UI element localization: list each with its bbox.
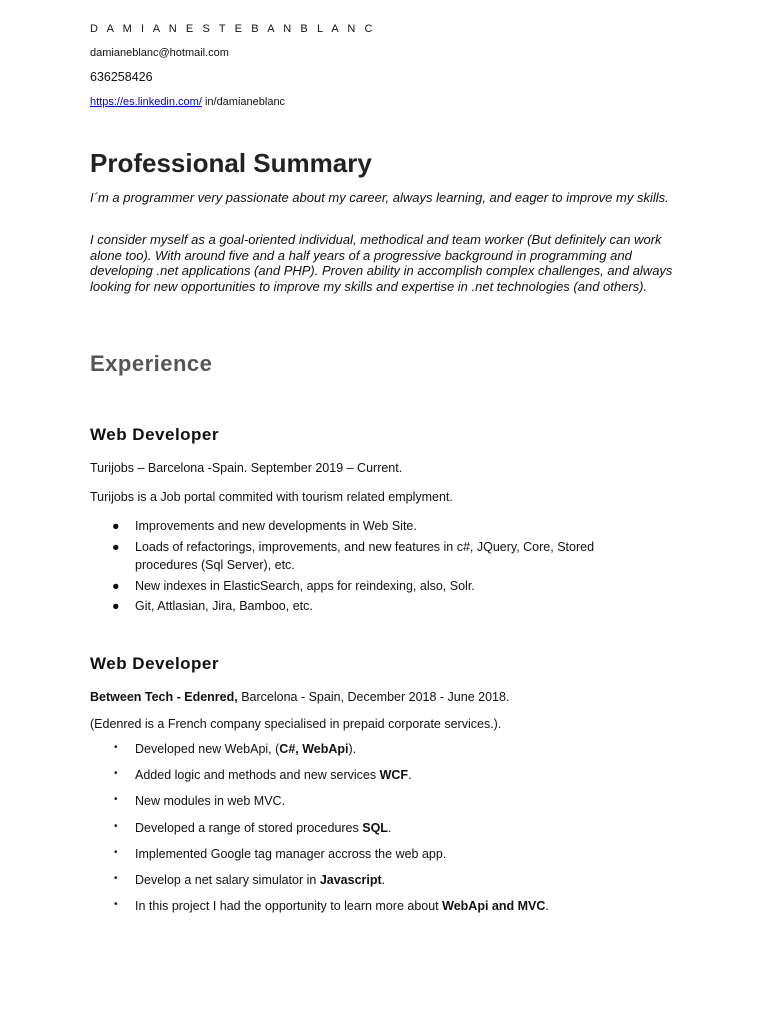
list-item: ● Git, Attlasian, Jira, Bamboo, etc.	[112, 597, 632, 616]
linkedin-link[interactable]: https://es.linkedin.com/	[90, 96, 202, 108]
job2-title: Web Developer	[90, 654, 220, 673]
summary-heading: Professional Summary	[90, 148, 372, 178]
list-item: ● Improvements and new developments in Web Site.	[112, 517, 632, 536]
job1-company-line: Turijobs – Barcelona -Spain. September 2019 – Current.	[90, 461, 403, 475]
job1-bullet-list	[112, 517, 632, 618]
email-address: damianeblanc@hotmail.com	[90, 47, 229, 59]
list-item: • Developed a range of stored procedures SQL.	[114, 820, 392, 835]
phone-number: 636258426	[90, 70, 153, 84]
job2-description: (Edenred is a French company specialised in prepaid corporate services.).	[90, 717, 502, 731]
list-item: • Develop a net salary simulator in Javascript.	[114, 872, 386, 887]
summary-paragraph-2: I consider myself as a goal-oriented individual, methodical and team worker (But definitely can work alone too). With around five and a half years of a progressive background in programming and developing .net applications (and PHP). Proven ability in accomplish complex challenges, and always looking for new opportunities to improve my skills and expertise in .net technologies (and others).	[90, 232, 673, 294]
list-item: ● Loads of refactorings, improvements, and new features in c#, JQuery, Core, Stored procedures (Sql Server), etc.	[112, 539, 595, 572]
list-item: • In this project I had the opportunity to learn more about WebApi and MVC.	[114, 899, 549, 914]
job2-bullet-list	[112, 742, 672, 925]
bullet-icon: •	[114, 872, 118, 884]
job2-company-line	[90, 690, 509, 704]
job2-company-name: Between Tech - Edenred,	[90, 690, 238, 704]
linkedin-handle: in/damianeblanc	[201, 96, 286, 108]
list-item: ● New indexes in ElasticSearch, apps for reindexing, also, Solr.	[112, 577, 632, 596]
job2-location-dates: Barcelona - Spain, December 2018 - June 2018.	[237, 690, 510, 704]
list-item: • Implemented Google tag manager accross the web app.	[114, 846, 447, 861]
bullet-icon: ●	[112, 578, 120, 593]
bullet-icon: •	[114, 899, 118, 911]
bullet-icon: •	[114, 820, 118, 832]
bullet-icon: ●	[112, 539, 120, 554]
bullet-icon: •	[114, 846, 118, 858]
bullet-icon: •	[114, 768, 118, 780]
list-item: • New modules in web MVC.	[114, 794, 286, 809]
list-item: • Developed new WebApi, (C#, WebApi).	[114, 742, 357, 756]
bullet-icon: •	[114, 794, 118, 806]
bullet-icon: ●	[112, 519, 120, 533]
summary-paragraph-1: I´m a programmer very passionate about my career, always learning, and eager to improve my skills.	[90, 190, 669, 205]
list-item: • Added logic and methods and new services WCF.	[114, 768, 412, 783]
job1-title: Web Developer	[90, 425, 220, 444]
candidate-name: D A M I A N E S T E B A N B L A N C	[90, 23, 376, 35]
experience-heading: Experience	[90, 351, 213, 376]
job1-description: Turijobs is a Job portal commited with tourism related emplyment.	[90, 490, 453, 504]
linkedin-line	[90, 96, 285, 108]
bullet-icon: ●	[112, 599, 120, 613]
bullet-icon: •	[114, 742, 118, 753]
